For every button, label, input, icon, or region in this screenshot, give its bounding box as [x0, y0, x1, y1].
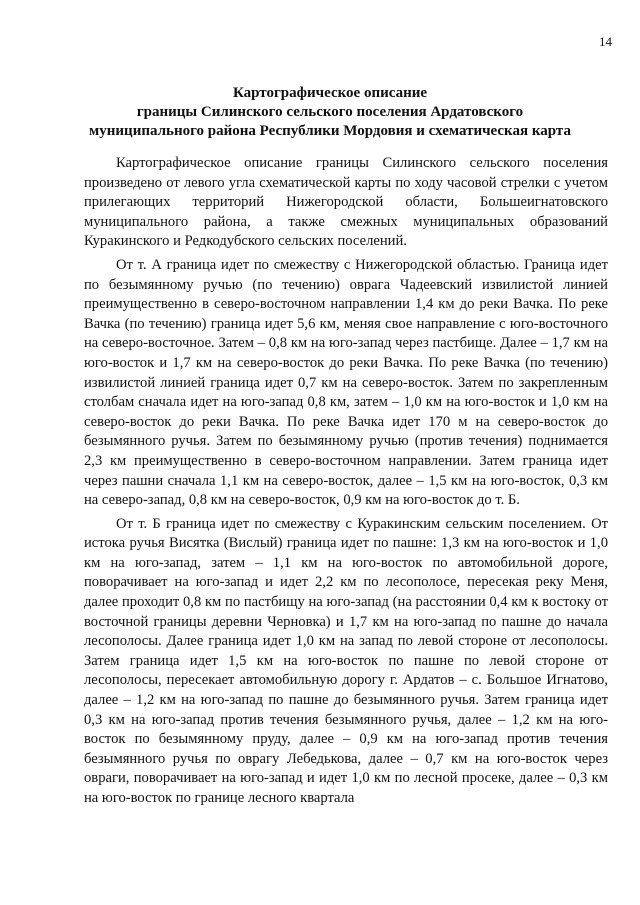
title-line-3: муниципального района Республики Мордовия и схематическая карта	[89, 123, 571, 139]
document-title	[40, 84, 620, 141]
title-line-2: границы Силинского сельского поселения Ардатовского	[136, 104, 524, 120]
paragraph-intro: Картографическое описание границы Силинского сельского поселения произведено от левого угла схематической карты по ходу часовой стрелки с учетом прилегающих территорий Нижегородской области, Большеигнатовского муниципального района, а также смежных муниципальных образований Куракинского и Редкодубского сельских поселений.	[84, 155, 608, 250]
paragraph-point-a: От т. А граница идет по смежеству с Нижегородской областью. Граница идет по безымянному ручью (по течению) оврага Чадеевский извилистой линией преимущественно в северо-восточном направлении 1,4 км до реки Вачка. По реке Вачка (по течению) граница идет 5,6 км, меняя свое направление с юго-восточного на северо-восточное. Затем – 0,8 км на юго-запад через пастбище. Далее – 1,7 км на юго-восток и 1,7 км на северо-восток до реки Вачка. По реке Вачка (по течению) извилистой линией граница идет 0,7 км на северо-восток. Затем по закрепленным столбам сначала идет на юго-запад 0,8 км, затем – 1,0 км на юго-восток и 1,0 км на северо-восток до реки Вачка. По реке Вачка идет 170 м на северо-восток до безымянного ручья. Затем по безымянному ручью (против течения) поднимается 2,3 км преимущественно в северо-восточном направлении. Затем граница идет через пашни сначала 1,1 км на северо-восток, далее – 1,5 км на юго-восток, 0,3 км на северо-запад, 0,8 км на северо-восток, 0,9 км на юго-восток до т. Б.	[84, 256, 608, 509]
page-number: 14	[599, 34, 612, 49]
document-body	[84, 154, 608, 813]
title-line-1: Картографическое описание	[232, 85, 428, 101]
paragraph-point-b: От т. Б граница идет по смежеству с Куракинским сельским поселением. От истока ручья Висятка (Вислый) граница идет по пашне: 1,3 км на юго-восток и 1,0 км на юго-запад, затем – 1,1 км на юго-восток по автомобильной дороге, поворачивает на юго-запад и идет 2,2 км по лесополосе, пересекая реку Меня, далее проходит 0,8 км по пастбищу на юго-запад (на расстоянии 0,4 км к востоку от восточной границы деревни Черновка) и 1,7 км на юго-запад по пашне до начала лесополосы. Далее граница идет 1,0 км на запад по левой стороне от лесополосы. Затем граница идет 1,5 км на юго-восток по пашне по левой стороне от лесополосы, пересекает автомобильную дорогу г. Ардатов – с. Большое Игнатово, далее – 1,2 км на юго-запад по пашне до безымянного ручья. Затем граница идет 0,3 км на юго-запад против течения безымянного ручья, далее – 1,2 км на юго-восток по безымянному пруду, далее – 0,9 км на юго-запад против течения безымянного ручья по оврагу Лебедькова, далее – 0,7 км на юго-восток через овраги, поворачивает на юго-запад и идет 1,0 км по лесной просеке, далее – 0,3 км на юго-восток по границе лесного квартала	[84, 515, 608, 806]
